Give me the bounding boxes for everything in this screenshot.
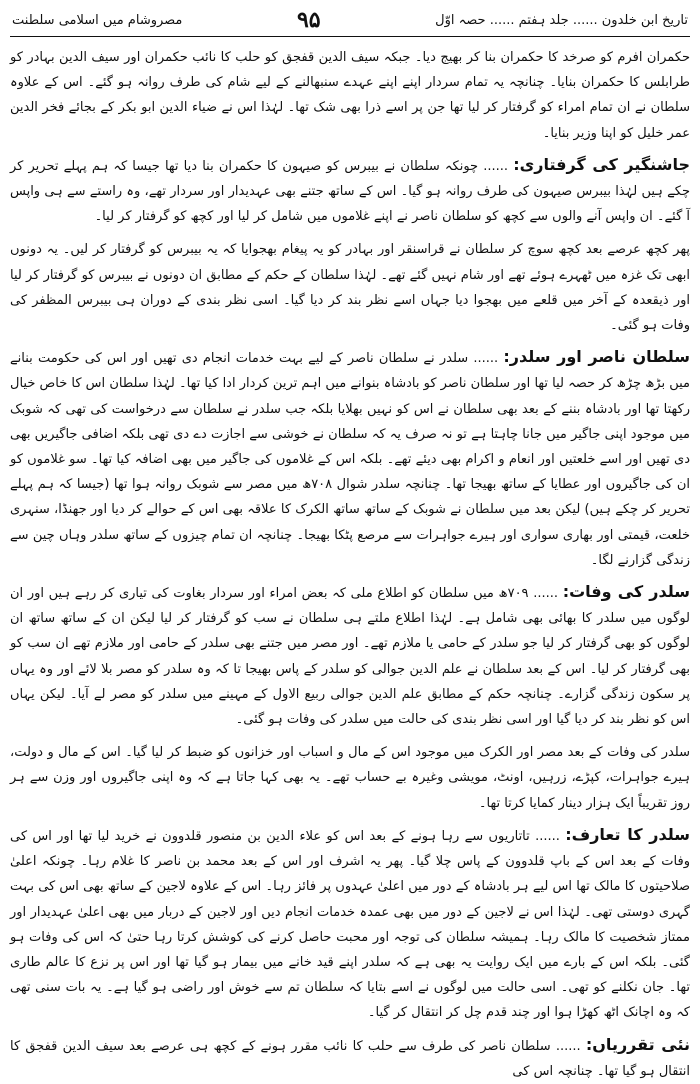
section-heading: جاشنگیر کی گرفتاری: <box>513 154 690 174</box>
section-heading: سلدر کا تعارف: <box>565 824 690 844</box>
header-divider <box>10 36 690 37</box>
page-header <box>10 4 690 36</box>
paragraph <box>10 344 690 573</box>
paragraph-text: ...... چونکہ سلطان نے بیبرس کو صیہون کا حکمران بنا دیا تھا جیسا کہ ہم پہلے تحریر کر چکے ہیں لہٰذا بیبرس صیہون کی طرف روانہ ہو گیا۔ اس کے ساتھ جتنے بھی عہدیدار اور سردار تھے، وہ راستے سے ہی واپس آ گئے۔ ان واپس آنے والوں سے کچھ کو سلطان ناصر نے اپنے غلاموں میں شامل کر لیا اور کچھ کو گرفتار کر لیا۔ <box>10 158 690 225</box>
paragraph-text: ...... سلدر نے سلطان ناصر کے لیے بہت خدمات انجام دی تھیں اور اس کی حکومت بنانے میں بڑھ چڑھ کر حصہ لیا تھا اور سلطان ناصر کو بادشاہ بنوانے میں اہم ترین کردار ادا کیا تھا۔ لہٰذا سلطان اس کا خاص خیال رکھتا تھا اور بادشاہ بننے کے بعد بھی سلطان نے اس کو نہیں بھلایا بلکہ جب سلدر نے سلطان سے درخواست کی تھی کہ شوبک میں موجود اپنی جاگیر میں جانا چاہتا ہے تو نہ صرف یہ کہ سلطان نے خوشی سے اجازت دے دی تھی بلکہ اضافی جاگیریں بھی دی تھیں اور اسے خلعتیں اور انعام و اکرام بھی دیئے تھے۔ بلکہ اس کے غلاموں کی جاگیر میں بھی اضافہ کیا تھا۔ سو غلاموں کو ان کی جاگیروں اور عطایا کے ساتھ بھیجا تھا۔ چنانچہ سلدر شوال ۷۰۸ھ میں مصر سے شوبک روانہ ہوا تھا (جیسا کہ ہم پہلے تحریر کر چکے ہیں) لیکن بعد میں سلطان نے شوبک کے ساتھ ساتھ الکرک کا علاقہ بھی اس کے حوالے کر دیا اور جھنڈا، سنہری خلعت، قیمتی اور بھاری سواری اور ہیرے جواہرات سے مرصع پٹکا بھیجا۔ چنانچہ ان تمام چیزوں کے ساتھ سلدر وہاں چین سے زندگی گزارنے لگا۔ <box>10 351 690 568</box>
page-number: ۹۵ <box>296 7 321 33</box>
paragraph <box>10 738 690 816</box>
paragraph-text: حکمران افرم کو صرخد کا حکمران بنا کر بھیج دیا۔ جبکہ سیف الدین قفجق کو حلب کا نائب حکمران اور سیف الدین بہادر کو طرابلس کا حکمران بنایا۔ چنانچہ یہ تمام سردار اپنے اپنے عہدے سنبھالنے کے لیے شام کی طرف روانہ ہو گئے۔ اس کے علاوہ سلطان نے ان تمام امراء کو گرفتار کر لیا تھا جن پر اسے ذرا بھی شک تھا۔ لہٰذا اس نے ضیاء الدین ابو بکر کے بجائے فخر الدین عمر خلیل کو اپنا وزیر بنایا۔ <box>10 50 690 141</box>
paragraph <box>10 822 690 1026</box>
paragraph <box>10 152 690 230</box>
paragraph <box>10 579 690 732</box>
paragraph-text: ...... ۷۰۹ھ میں سلطان کو اطلاع ملی کہ بعض امراء اور سردار بغاوت کی تیاری کر رہے ہیں اور ان لوگوں میں سلدر کا بھائی بھی شامل ہے۔ لہٰذا اطلاع ملتے ہی سلطان نے سب کو گرفتار کر لیا لیکن ان کے ساتھ ساتھ ان لوگوں کو بھی گرفتار کر لیا جو سلدر کے حامی یا ملازم تھے۔ اور مصر میں جتنے بھی سلدر کے حامی اور ملازم تھے ان سب کو بھی گرفتار کر لیا۔ اس کے بعد سلطان نے علم الدین جوالی کو سلدر کے پاس بھیجا تا کہ وہ سلدر کو مصر بلا لائے اور وہ یہاں پر سکون زندگی گزارے۔ چنانچہ حکم کے مطابق علم الدین جوالی ربیع الاول کے مہینے میں سلدر کو مصر لے آیا۔ لیکن یہاں اس کو نظر بند کر دیا گیا اور اسی نظر بندی کی حالت میں سلدر کی وفات ہو گئی۔ <box>10 586 690 728</box>
paragraph <box>10 235 690 338</box>
body-text <box>10 43 690 1084</box>
section-heading: سلدر کی وفات: <box>562 582 691 602</box>
book-title: تاریخ ابن خلدون ...... جلد ہفتم ...... حصہ اوّل <box>435 12 688 28</box>
chapter-title: مصروشام میں اسلامی سلطنت <box>12 12 183 28</box>
paragraph-text: ...... تاتاریوں سے رہا ہونے کے بعد اس کو علاء الدین بن منصور قلدوون نے خرید لیا تھا اور اس کی وفات کے بعد اس کے باپ قلدوون کے پاس چلا گیا۔ پھر یہ اشرف اور اس کے بعد محمد بن ناصر کا غلام رہا۔ چونکہ اعلیٰ صلاحیتوں کا مالک تھا اس لیے ہر بادشاہ کے دور میں اعلیٰ عہدوں پر فائز رہا۔ اس کے علاوہ لاجین کے ساتھ بھی اس کی بہت گہری دوستی تھی۔ لہٰذا اس نے لاجین کے دور میں بھی عمدہ خدمات انجام دیں اور لاجین کے دربار میں بھی اعلیٰ عہدیدار اور ممتاز شخصیت کا مالک رہا۔ ہمیشہ سلطان کی توجہ اور محبت حاصل کرنے کی کوشش کرتا رہا حتیٰ کہ اس کی وفات ہو گئی۔ بلکہ اس کے بارے میں ایک روایت یہ بھی ہے کہ سلدر اپنے قید خانے میں بیمار ہو گیا تھا اور اس پر نزع کا عالم طاری تھا۔ جان نکلنے کو تھی۔ اسی حالت میں لوگوں نے اسے بتایا کہ سلطان تم سے خوش اور راضی ہو گیا ہے۔ یہ بات سنی تھی کہ وہ اچانک اٹھ کھڑا ہوا اور چند قدم چل کر انتقال کر گیا۔ <box>10 828 690 1021</box>
paragraph-text: ...... سلطان ناصر کی طرف سے حلب کا نائب مقرر ہونے کے کچھ ہی عرصے بعد سیف الدین قفجق کا انتقال ہو گیا تھا۔ چنانچہ اس کی <box>10 1038 690 1079</box>
paragraph-text: پھر کچھ عرصے بعد کچھ سوچ کر سلطان نے قراسنقر اور بہادر کو یہ پیغام بھجوایا کہ یہ بیبرس کو گرفتار کر لیں۔ یہ دونوں ابھی تک غزہ میں ٹھہرے ہوئے تھے اور شام نہیں گئے تھے۔ لہٰذا سلطان کے حکم کے مطابق ان دونوں نے بیبرس کو گرفتار کر لیا اور ذیقعدہ کے آخر میں قلعے میں بھجوا دیا جہاں اسے نظر بند کر دیا گیا۔ اسی نظر بندی کے دوران ہی بیبرس المظفر کی وفات ہو گئی۔ <box>10 242 690 334</box>
paragraph <box>10 1032 690 1084</box>
paragraph <box>10 43 690 146</box>
section-heading: سلطان ناصر اور سلدر: <box>503 347 690 367</box>
paragraph-text: سلدر کی وفات کے بعد مصر اور الکرک میں موجود اس کے مال و اسباب اور خزانوں کو ضبط کر لیا گیا۔ اس کے مال و دولت، ہیرے جواہرات، کپڑے، زرہیں، اونٹ، مویشی وغیرہ بے حساب تھے۔ یہ بھی کہا جاتا ہے کہ وہ اپنی جاگیروں اور وزن سے ہر روز تقریباً ایک ہزار دینار کمایا کرتا تھا۔ <box>10 745 690 811</box>
section-heading: نئی تقرریاں: <box>585 1034 690 1054</box>
